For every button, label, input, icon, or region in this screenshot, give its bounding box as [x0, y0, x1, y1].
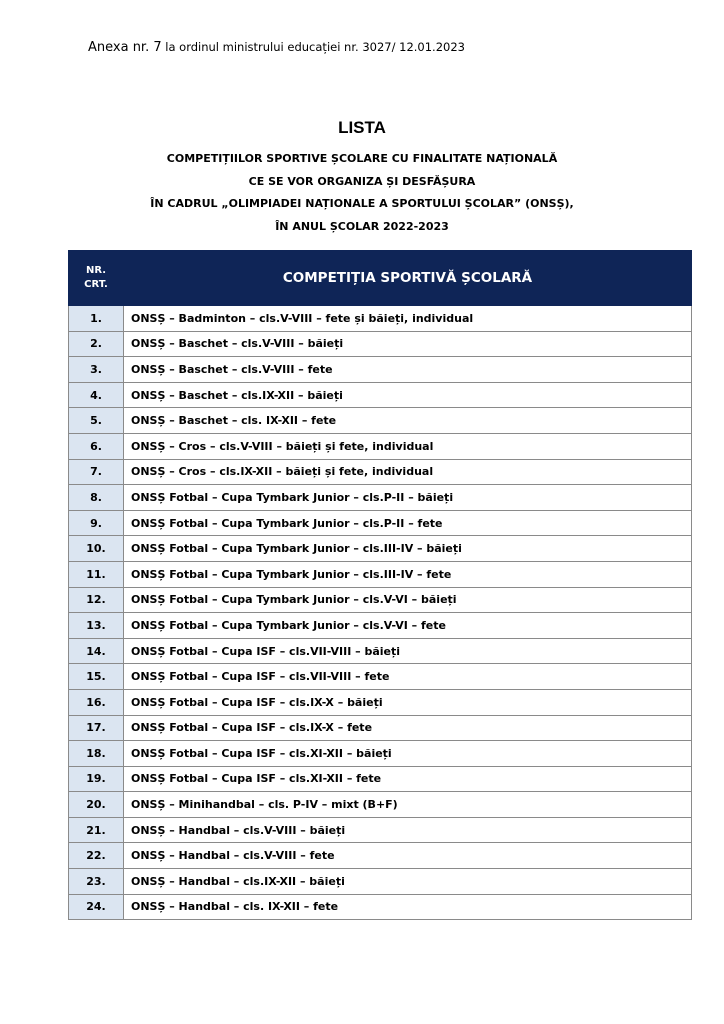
- competition-name: ONSȘ Fotbal – Cupa ISF – cls.XI-XII – fete: [124, 766, 692, 792]
- competition-name: ONSȘ – Baschet – cls. IX-XII – fete: [124, 408, 692, 434]
- competition-name: ONSȘ – Cros – cls.IX-XII – băieți și fete, individual: [124, 459, 692, 485]
- competition-name: ONSȘ – Handbal – cls.V-VIII – băieți: [124, 817, 692, 843]
- subtitle-line-4: ÎN ANUL ȘCOLAR 2022-2023: [275, 219, 449, 233]
- row-number: 15.: [69, 664, 124, 690]
- row-number: 23.: [69, 869, 124, 895]
- annex-number: Anexa nr. 7: [88, 40, 162, 55]
- row-number: 19.: [69, 766, 124, 792]
- competition-name: ONSȘ Fotbal – Cupa Tymbark Junior – cls.V-VI – fete: [124, 613, 692, 639]
- table-row: [69, 510, 692, 536]
- competition-name: ONSȘ Fotbal – Cupa ISF – cls.VII-VIII – fete: [124, 664, 692, 690]
- header-crt-label: CRT.: [84, 279, 108, 290]
- row-number: 24.: [69, 894, 124, 920]
- table-row: [69, 689, 692, 715]
- table-row: [69, 485, 692, 511]
- table-body: [69, 306, 692, 920]
- competition-name: ONSȘ – Baschet – cls.V-VIII – fete: [124, 357, 692, 383]
- row-number: 14.: [69, 638, 124, 664]
- competition-name: ONSȘ – Badminton – cls.V-VIII – fete și băieți, individual: [124, 306, 692, 332]
- table-row: [69, 792, 692, 818]
- annex-order-reference: la ordinul ministrului educației nr. 3027/ 12.01.2023: [161, 40, 465, 54]
- competition-name: ONSȘ Fotbal – Cupa ISF – cls.VII-VIII – băieți: [124, 638, 692, 664]
- table-row: [69, 433, 692, 459]
- table-row: [69, 741, 692, 767]
- document-subtitle: [0, 148, 724, 238]
- document-title: LISTA: [338, 118, 386, 137]
- row-number: 22.: [69, 843, 124, 869]
- table-row: [69, 408, 692, 434]
- header-nr-crt: [69, 251, 124, 306]
- competition-name: ONSȘ Fotbal – Cupa ISF – cls.XI-XII – băieți: [124, 741, 692, 767]
- row-number: 12.: [69, 587, 124, 613]
- competition-name: ONSȘ – Handbal – cls.IX-XII – băieți: [124, 869, 692, 895]
- row-number: 7.: [69, 459, 124, 485]
- table-row: [69, 766, 692, 792]
- row-number: 3.: [69, 357, 124, 383]
- row-number: 20.: [69, 792, 124, 818]
- row-number: 5.: [69, 408, 124, 434]
- row-number: 18.: [69, 741, 124, 767]
- competition-name: ONSȘ – Cros – cls.V-VIII – băieți și fete, individual: [124, 433, 692, 459]
- row-number: 16.: [69, 689, 124, 715]
- table-row: [69, 306, 692, 332]
- row-number: 17.: [69, 715, 124, 741]
- competition-name: ONSȘ – Baschet – cls.V-VIII – băieți: [124, 331, 692, 357]
- row-number: 6.: [69, 433, 124, 459]
- subtitle-line-1: COMPETIȚIILOR SPORTIVE ȘCOLARE CU FINALITATE NAȚIONALĂ: [166, 152, 558, 165]
- table-row: [69, 843, 692, 869]
- table-row: [69, 638, 692, 664]
- table-header-row: [69, 251, 692, 306]
- table-row: [69, 561, 692, 587]
- table-row: [69, 536, 692, 562]
- competition-name: ONSȘ Fotbal – Cupa Tymbark Junior – cls.P-II – băieți: [124, 485, 692, 511]
- row-number: 10.: [69, 536, 124, 562]
- row-number: 4.: [69, 382, 124, 408]
- row-number: 13.: [69, 613, 124, 639]
- subtitle-line-2: CE SE VOR ORGANIZA ȘI DESFĂȘURA: [248, 174, 476, 188]
- competition-name: ONSȘ Fotbal – Cupa Tymbark Junior – cls.III-IV – fete: [124, 561, 692, 587]
- table-row: [69, 869, 692, 895]
- table-row: [69, 613, 692, 639]
- header-competition: COMPETIȚIA SPORTIVĂ ȘCOLARĂ: [124, 251, 692, 306]
- competition-name: ONSȘ Fotbal – Cupa Tymbark Junior – cls.V-VI – băieți: [124, 587, 692, 613]
- row-number: 11.: [69, 561, 124, 587]
- competition-name: ONSȘ – Baschet – cls.IX-XII – băieți: [124, 382, 692, 408]
- competition-name: ONSȘ – Minihandbal – cls. P-IV – mixt (B+F): [124, 792, 692, 818]
- competition-name: ONSȘ – Handbal – cls.V-VIII – fete: [124, 843, 692, 869]
- table-row: [69, 459, 692, 485]
- competition-name: ONSȘ Fotbal – Cupa ISF – cls.IX-X – fete: [124, 715, 692, 741]
- header-nr-label: NR.: [85, 265, 107, 276]
- row-number: 21.: [69, 817, 124, 843]
- subtitle-line-3: ÎN CADRUL „OLIMPIADEI NAȚIONALE A SPORTULUI ȘCOLAR” (ONSȘ),: [150, 197, 574, 210]
- table-row: [69, 664, 692, 690]
- table-row: [69, 587, 692, 613]
- competition-name: ONSȘ Fotbal – Cupa Tymbark Junior – cls.P-II – fete: [124, 510, 692, 536]
- row-number: 2.: [69, 331, 124, 357]
- competitions-table: [68, 250, 692, 920]
- table-row: [69, 357, 692, 383]
- table-row: [69, 331, 692, 357]
- row-number: 8.: [69, 485, 124, 511]
- annex-reference: [88, 40, 465, 55]
- row-number: 1.: [69, 306, 124, 332]
- competition-name: ONSȘ – Handbal – cls. IX-XII – fete: [124, 894, 692, 920]
- competition-name: ONSȘ Fotbal – Cupa ISF – cls.IX-X – băieți: [124, 689, 692, 715]
- row-number: 9.: [69, 510, 124, 536]
- table-row: [69, 894, 692, 920]
- table-row: [69, 715, 692, 741]
- table-row: [69, 382, 692, 408]
- table-row: [69, 817, 692, 843]
- competition-name: ONSȘ Fotbal – Cupa Tymbark Junior – cls.III-IV – băieți: [124, 536, 692, 562]
